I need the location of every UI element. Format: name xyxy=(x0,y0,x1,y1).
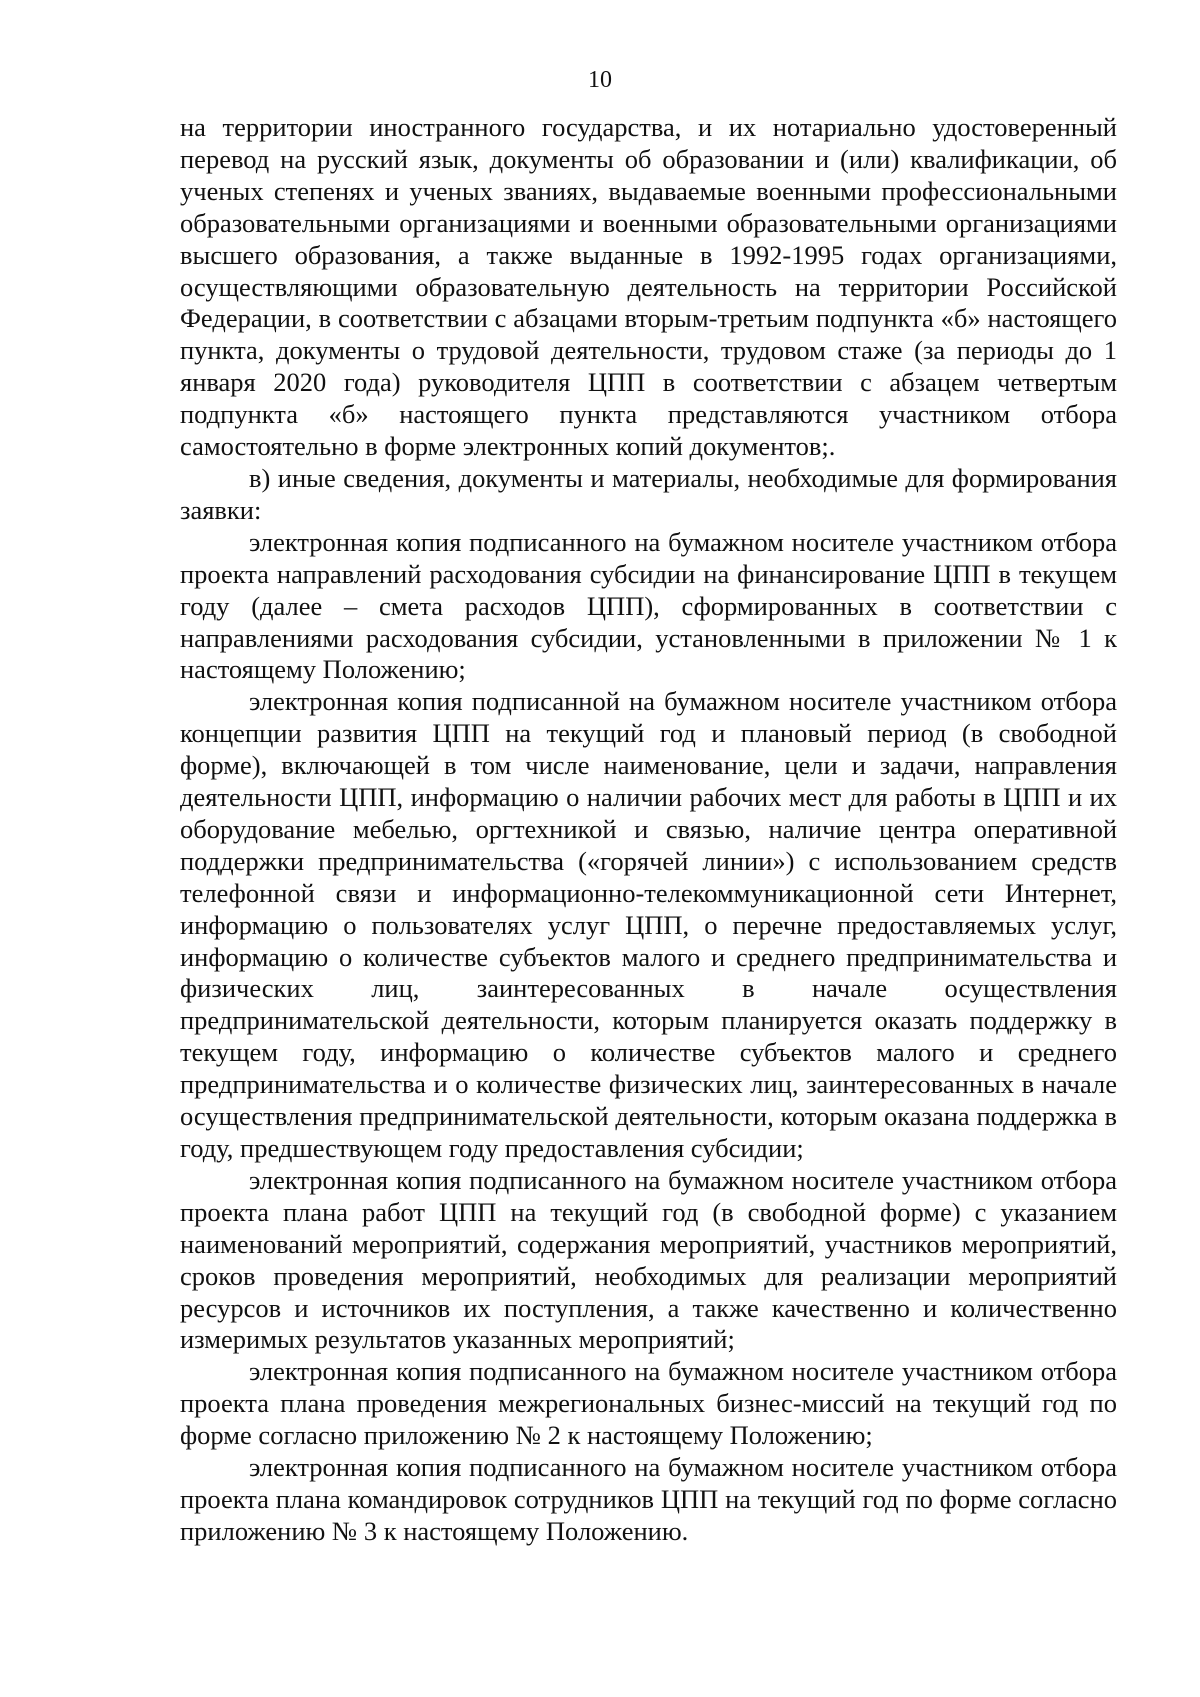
document-body xyxy=(180,112,1117,1548)
paragraph-expense-estimate: электронная копия подписанного на бумажном носителе участником отбора проекта направлений расходования субсидии на финансирование ЦПП в текущем году (далее – смета расходов ЦПП), сформированных в соответствии с направлениями расходования субсидии, установленными в приложении № 1 к настоящему Положению; xyxy=(180,526,1117,685)
paragraph-business-trips-plan: электронная копия подписанного на бумажном носителе участником отбора проекта плана командировок сотрудников ЦПП на текущий год по форме согласно приложению № 3 к настоящему Положению. xyxy=(180,1452,1117,1546)
paragraph-business-missions-plan: электронная копия подписанного на бумажном носителе участником отбора проекта плана проведения межрегиональных бизнес-миссий на текущий год по форме согласно приложению № 2 к настоящему Положению; xyxy=(180,1356,1117,1451)
paragraph-continuation: на территории иностранного государства, и их нотариально удостоверенный перевод на русский язык, документы об образовании и (или) квалификации, об ученых степенях и ученых званиях, выдаваемые военными профессиональными образовательными организациями и военными образовательными организациями высшего образования, а также выданные в 1992-1995 годах организациями, осуществляющими образовательную деятельность на территории Российской Федерации, в соответствии с абзацами вторым-третьим подпункта «б» настоящего пункта, документы о трудовой деятельности, трудовом стаже (за периоды до 1 января 2020 года) руководителя ЦПП в соответствии с абзацем четвертым подпункта «б» настоящего пункта представляются участником отбора самостоятельно в форме электронных копий документов;. xyxy=(180,112,1117,462)
paragraph-development-concept: электронная копия подписанной на бумажном носителе участником отбора концепции развития ЦПП на текущий год и плановый период (в свободной форме), включающей в том числе наименование, цели и задачи, направления деятельности ЦПП, информацию о наличии рабочих мест для работы в ЦПП и их оборудование мебелью, оргтехникой и связью, наличие центра оперативной поддержки предпринимательства («горячей линии») с использованием средств телефонной связи и информационно-телекоммуникационной сети Интернет, информацию о пользователях услуг ЦПП, о перечне предоставляемых услуг, информацию о количестве субъектов малого и среднего предпринимательства и физических лиц, заинтересованных в начале осуществления предпринимательской деятельности, которым планируется оказать поддержку в текущем году, информацию о количестве субъектов малого и среднего предпринимательства и о количестве физических лиц, заинтересованных в начале осуществления предпринимательской деятельности, которым оказана поддержка в году, предшествующем году предоставления субсидии; xyxy=(180,686,1117,1163)
paragraph-item-v: в) иные сведения, документы и материалы, необходимые для формирования заявки: xyxy=(180,462,1117,525)
page-number: 10 xyxy=(588,67,612,93)
paragraph-work-plan: электронная копия подписанного на бумажном носителе участником отбора проекта плана работ ЦПП на текущий год (в свободной форме) с указанием наименований мероприятий, содержания мероприятий, участников мероприятий, сроков проведения мероприятий, необходимых для реализации мероприятий ресурсов и источников их поступления, а также качественно и количественно измеримых результатов указанных мероприятий; xyxy=(180,1164,1117,1355)
